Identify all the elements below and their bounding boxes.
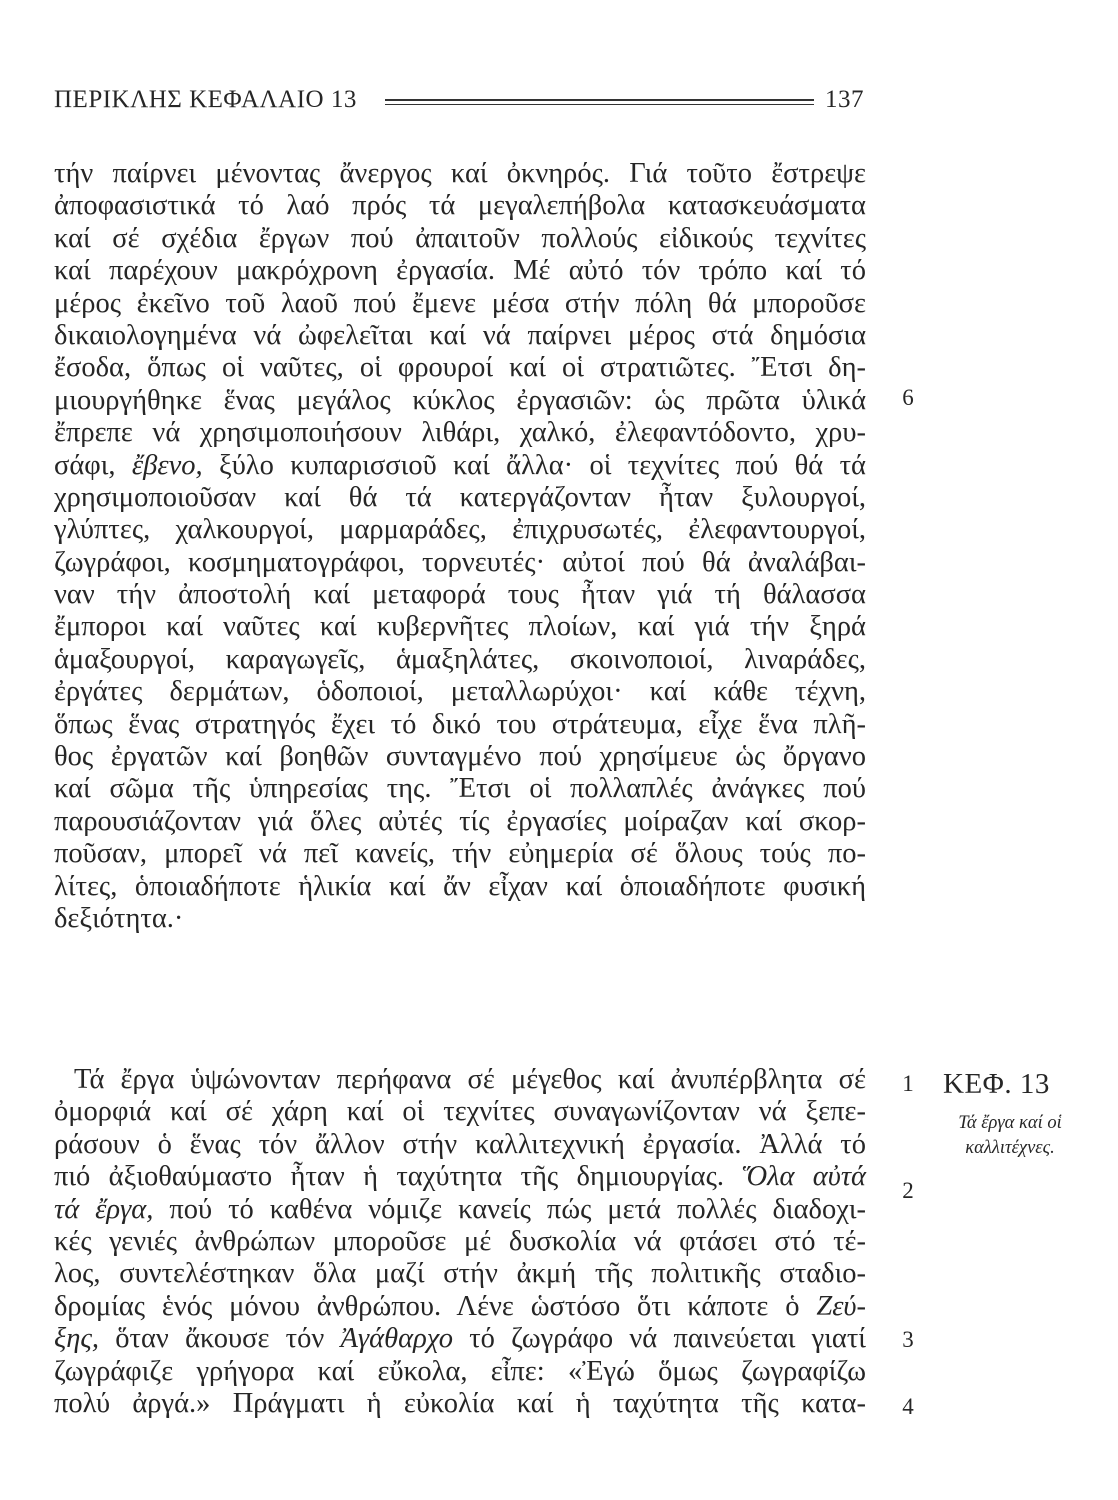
italic-text: Ἀγάθαρχο [340, 1323, 453, 1355]
text-run: πιό ἀξιοθαύμαστο ἦταν ἡ ταχύτητα τῆς δημιουργίας. [54, 1161, 743, 1193]
chapter-subtitle: Τά ἔργα καί οἱ [958, 1113, 1062, 1133]
chapter-subtitle: καλλιτέχνες. [965, 1138, 1055, 1158]
text-line: καί σέ σχέδια ἔργων πού ἀπαιτοῦν πολλούς εἰδικούς τεχνίτες [54, 222, 866, 254]
text-run: ὅταν ἄκουσε τόν [99, 1323, 341, 1355]
text-line: γλύπτες, χαλκουργοί, μαρμαράδες, ἐπιχρυσωτές, ἐλεφαντουργοί, [54, 514, 866, 546]
text-line: ράσουν ὁ ἕνας τόν ἄλλον στήν καλλιτεχνική ἐργασία. Ἀλλά τό [54, 1128, 866, 1160]
text-run: τό ζωγράφο νά παινεύεται γιατί [452, 1323, 866, 1355]
text-line: ἔπρεπε νά χρησιμοποιήσουν λιθάρι, χαλκό, ἐλεφαντόδοντο, χρυ- [54, 417, 866, 449]
text-line: λίτες, ὁποιαδήποτε ἡλικία καί ἄν εἶχαν καί ὁποιαδήποτε φυσική [54, 870, 866, 902]
text-line: χρησιμοποιοῦσαν καί θά τά κατεργάζονταν ἦταν ξυλουργοί, [54, 481, 866, 513]
italic-text: τά ἔργα, [54, 1193, 154, 1225]
margin-section-number: 4 [902, 1394, 914, 1419]
text-line: ποῦσαν, μπορεῖ νά πεῖ κανείς, τήν εὐημερία σέ ὅλους τούς πο- [54, 838, 866, 870]
text-line: Τά ἔργα ὑψώνονταν περήφανα σέ μέγεθος καί ἀνυπέρβλητα σέ [74, 1064, 866, 1095]
text-line: ἔμποροι καί ναῦτες καί κυβερνῆτες πλοίων, καί γιά τήν ξηρά [54, 611, 866, 643]
text-run: πού τό καθένα νόμιζε κανείς πώς μετά πολλές διαδοχι- [153, 1193, 866, 1225]
margin-section-number: 3 [902, 1327, 914, 1352]
text-line: ἀποφασιστικά τό λαό πρός τά μεγαλεπήβολα κατασκευάσματα [54, 190, 866, 222]
text-line: ὀμορφιά καί σέ χάρη καί οἱ τεχνίτες συναγωνίζονταν νά ξεπε- [54, 1096, 866, 1128]
text-line: δεξιότητα.· [54, 902, 184, 934]
paragraph-chapter-13 [54, 1064, 866, 1420]
italic-text: ξης, [54, 1323, 100, 1355]
margin-section-number: 2 [902, 1178, 914, 1203]
chapter-label: ΚΕΦ. 13 [943, 1068, 1050, 1100]
italic-text: Ζεύ- [816, 1290, 866, 1322]
text-line: κές γενιές ἀνθρώπων μποροῦσε μέ δυσκολία νά φτάσει στό τέ- [54, 1225, 866, 1257]
margin-section-number: 1 [902, 1071, 914, 1096]
paragraph-continued [54, 158, 866, 935]
text-line [54, 1161, 866, 1193]
margin-section-number: 6 [902, 385, 914, 410]
header-rule [385, 99, 814, 105]
running-head: ΠΕΡΙΚΛΗΣ ΚΕΦΑΛΑΙΟ 13 [54, 86, 357, 113]
text-line [54, 1291, 866, 1323]
text-line [54, 1194, 866, 1226]
text-line: παρουσιάζονταν γιά ὅλες αὐτές τίς ἐργασίες μοίραζαν καί σκορ- [54, 805, 866, 837]
text-line: ὅπως ἕνας στρατηγός ἔχει τό δικό του στράτευμα, εἶχε ἕνα πλῆ- [54, 708, 866, 740]
text-line: καί σῶμα τῆς ὑπηρεσίας της. Ἔτσι οἱ πολλαπλές ἀνάγκες πού [54, 773, 866, 805]
text-line [54, 450, 866, 482]
text-line: ἁμαξουργοί, καραγωγεῖς, ἁμαξηλάτες, σκοινοποιοί, λιναράδες, [54, 643, 866, 675]
text-line: ζωγράφοι, κοσμηματογράφοι, τορνευτές· αὐτοί πού θά ἀναλάβαι- [54, 546, 866, 578]
italic-text: ἔβενο, [131, 449, 203, 481]
text-line: ἐργάτες δερμάτων, ὁδοποιοί, μεταλλωρύχοι· καί κάθε τέχνη, [54, 676, 866, 708]
text-line: μιουργήθηκε ἕνας μεγάλος κύκλος ἐργασιῶν: ὡς πρῶτα ὑλικά [54, 384, 866, 416]
text-run: δρομίας ἑνός μόνου ἀνθρώπου. Λένε ὡστόσο ὅτι κάποτε ὁ [54, 1290, 817, 1322]
text-run: ξύλο κυπαρισσιοῦ καί ἄλλα· οἱ τεχνίτες πού θά τά [202, 449, 866, 481]
text-line [54, 1323, 866, 1355]
text-line: ἔσοδα, ὅπως οἱ ναῦτες, οἱ φρουροί καί οἱ στρατιῶτες. Ἔτσι δη- [54, 352, 866, 384]
text-run: σάφι, [54, 449, 132, 481]
text-line: ναν τήν ἀποστολή καί μεταφορά τους ἦταν γιά τή θάλασσα [54, 579, 866, 611]
text-line: ζωγράφιζε γρήγορα καί εὔκολα, εἶπε: «Ἐγώ ὅμως ζωγραφίζω [54, 1355, 866, 1387]
italic-text: Ὅλα αὐτά [742, 1161, 866, 1193]
text-line: θος ἐργατῶν καί βοηθῶν συνταγμένο πού χρησίμευε ὡς ὄργανο [54, 741, 866, 773]
text-line: τήν παίρνει μένοντας ἄνεργος καί ὀκνηρός. Γιά τοῦτο ἔστρεψε [54, 158, 866, 189]
page-header [54, 86, 864, 122]
text-line: μέρος ἐκεῖνο τοῦ λαοῦ πού ἔμενε μέσα στήν πόλη θά μποροῦσε [54, 287, 866, 319]
text-line: δικαιολογημένα νά ὠφελεῖται καί νά παίρνει μέρος στά δημόσια [54, 319, 866, 351]
text-line: λος, συντελέστηκαν ὅλα μαζί στήν ἀκμή τῆς πολιτικῆς σταδιο- [54, 1258, 866, 1290]
text-line: καί παρέχουν μακρόχρονη ἐργασία. Μέ αὐτό τόν τρόπο καί τό [54, 255, 866, 287]
text-line: πολύ ἀργά.» Πράγματι ἡ εὐκολία καί ἡ ταχύτητα τῆς κατα- [54, 1387, 866, 1419]
page-number: 137 [825, 86, 864, 113]
